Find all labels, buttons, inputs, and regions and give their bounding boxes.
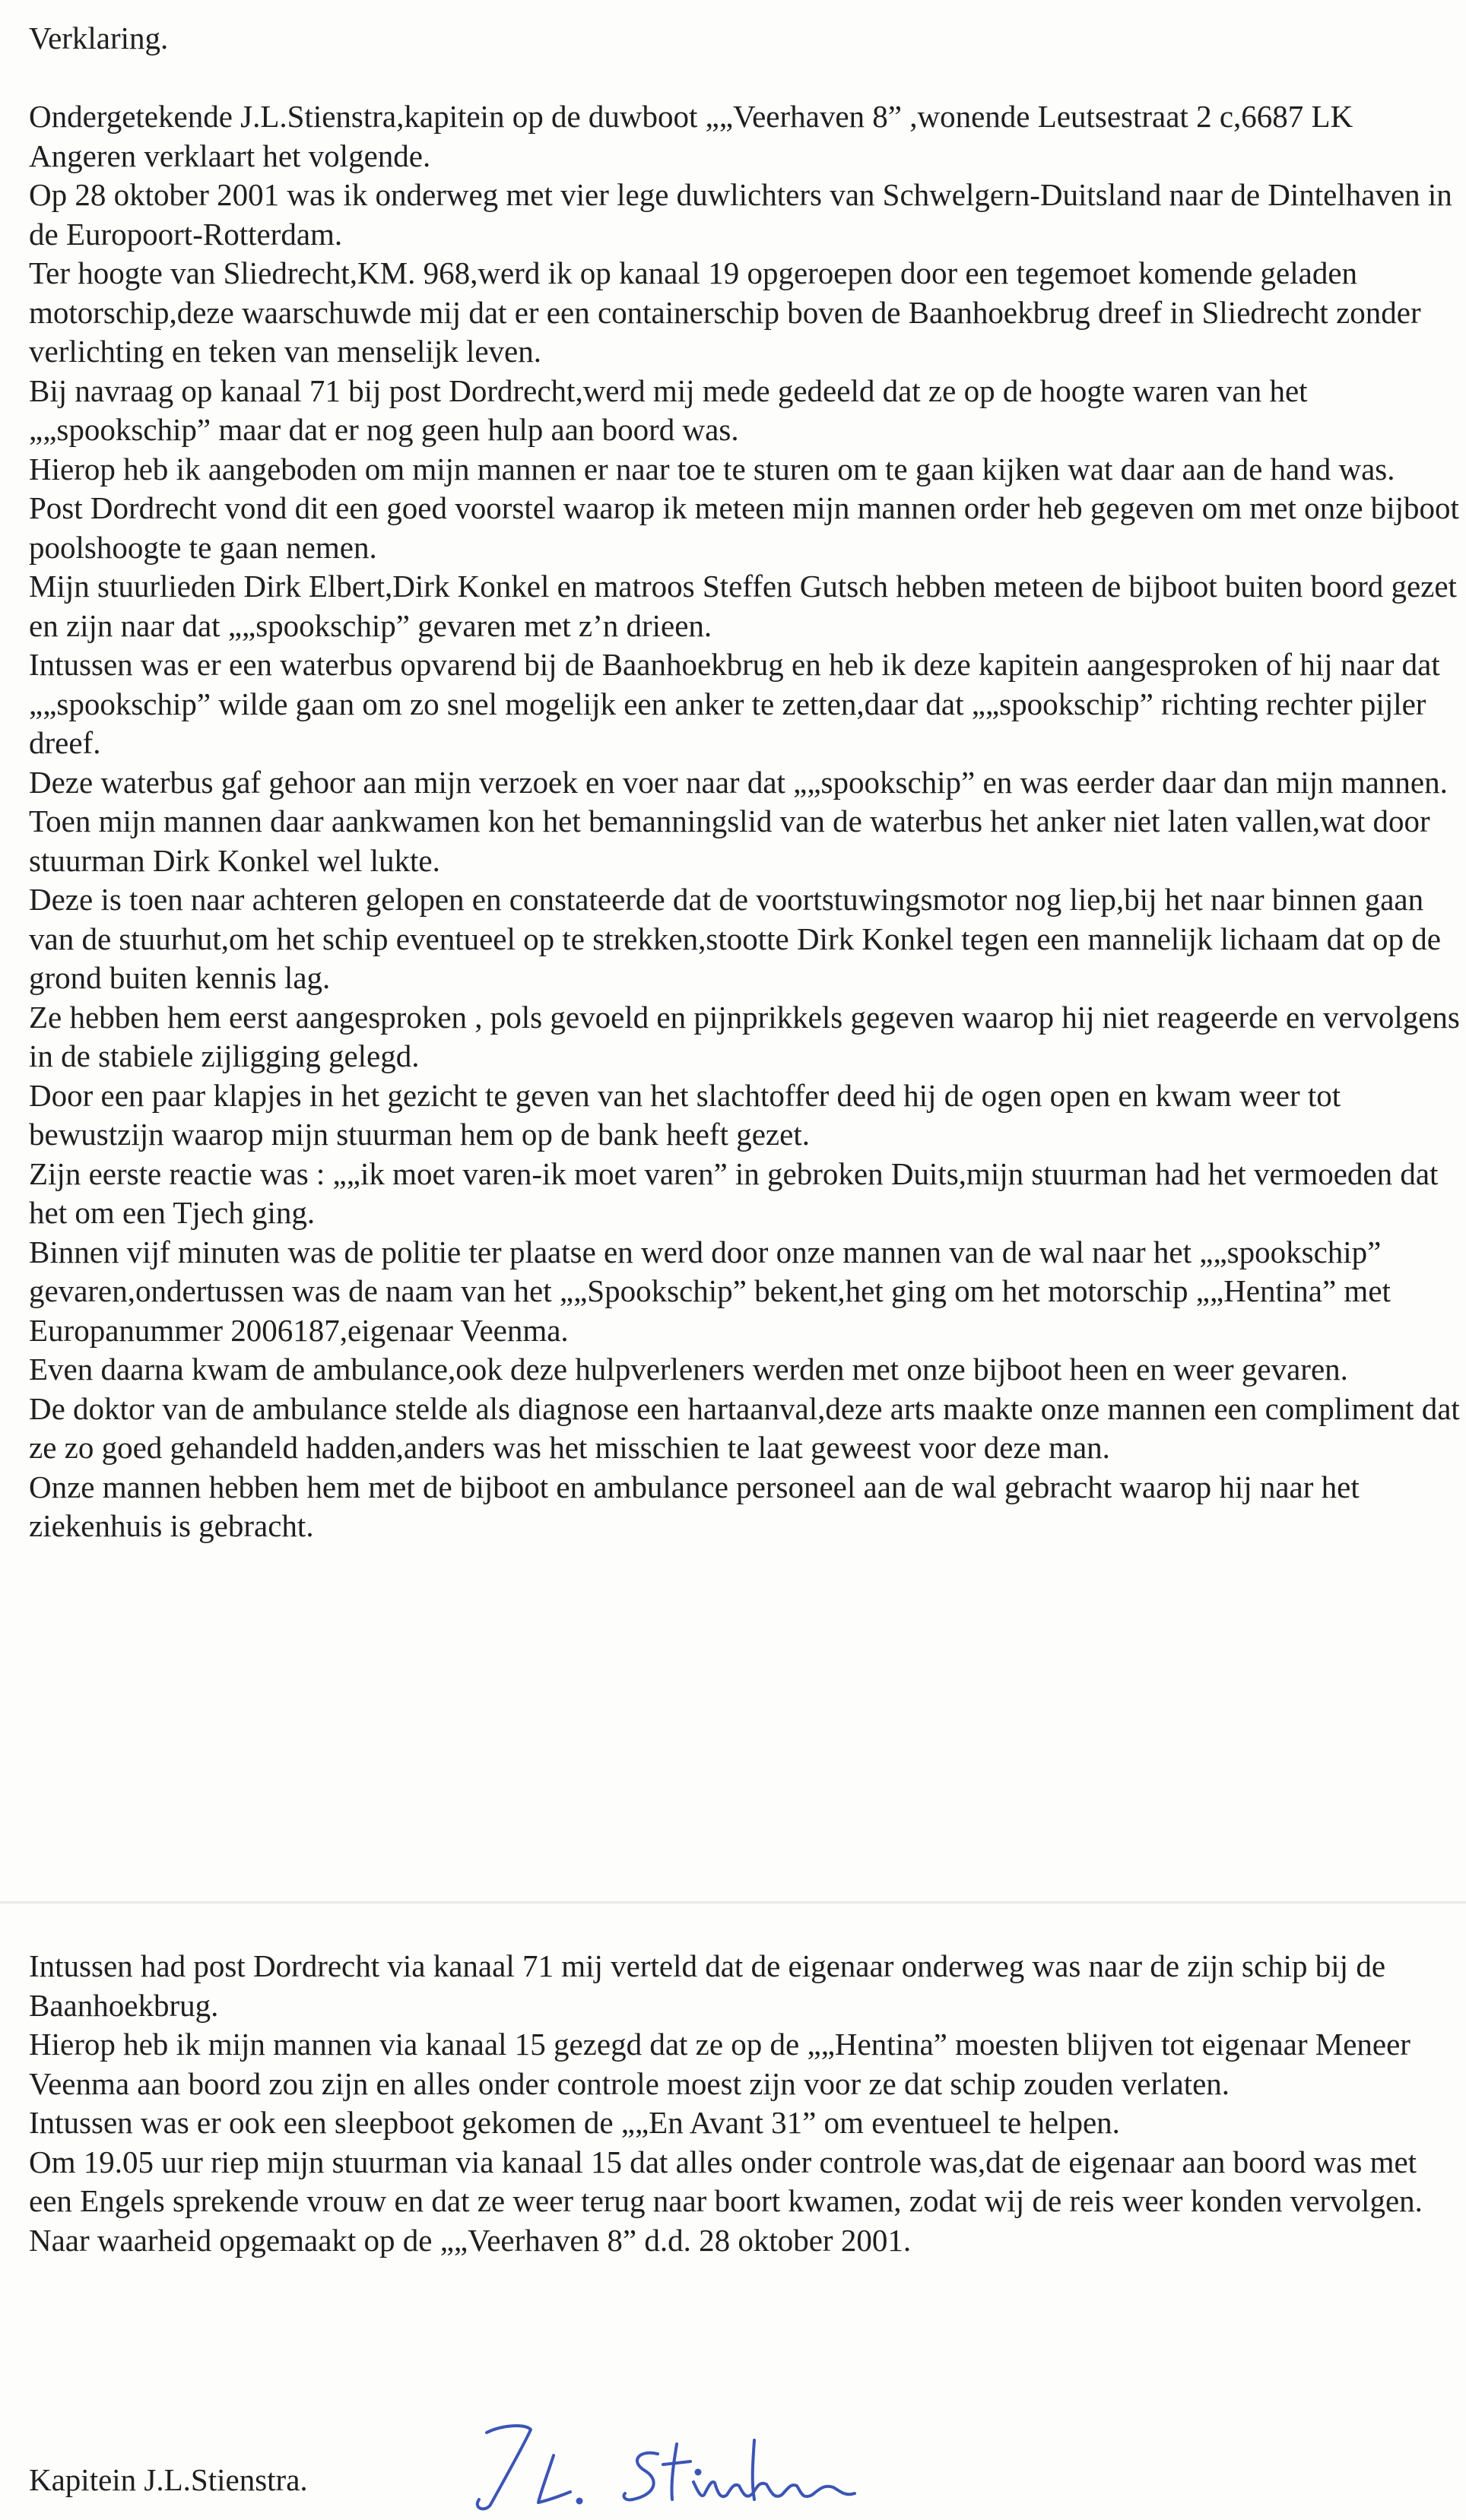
statement-section-followup (29, 1947, 1461, 2260)
statement-paragraph: Intussen was er ook een sleepboot gekomen de „„En Avant 31” om eventueel te helpen. (29, 2105, 1120, 2140)
statement-paragraph: Op 28 oktober 2001 was ik onderweg met vier lege duwlichters van Schwelgern-Duitsland naar de Dintelhaven in de Europoort-Rotterdam. (29, 177, 1452, 252)
statement-paragraph: Bij navraag op kanaal 71 bij post Dordrecht,werd mij mede gedeeld dat ze op de hoogte waren van het „„spookschip” maar dat er nog geen hulp aan boord was. (29, 372, 1308, 447)
statement-section-main (29, 97, 1461, 1546)
statement-paragraph: Mijn stuurlieden Dirk Elbert,Dirk Konkel en matroos Steffen Gutsch hebben meteen de bijboot buiten boord gezet en zijn naar dat „„spookschip” gevaren met z’n drieen. (29, 569, 1457, 643)
statement-paragraph: Ter hoogte van Sliedrecht,KM. 968,werd ik op kanaal 19 opgeroepen door een tegemoet komende geladen motorschip,deze waarschuwde mij dat er een containerschip boven de Baanhoekbrug dreef in Sliedrecht zonder verlichting en teken van menselijk leven. (29, 255, 1421, 369)
statement-paragraph: Binnen vijf minuten was de politie ter plaatse en werd door onze mannen van de wal naar het „„spookschip” gevaren,ondertussen was de naam van het „„Spookschip” bekent,het ging om het motorschip „„Hentina” met Europanummer 2006187,eigenaar Veenma. (29, 1234, 1391, 1348)
statement-paragraph: Om 19.05 uur riep mijn stuurman via kanaal 15 dat alles onder controle was,dat de eigenaar aan boord was met een Engels sprekende vrouw en dat ze weer terug naar boort kwamen, zodat wij de reis weer konden vervolgen. (29, 2144, 1423, 2218)
page-fold-divider (0, 1901, 1466, 1904)
statement-paragraph: Intussen had post Dordrecht via kanaal 71 mij verteld dat de eigenaar onderweg was naar de zijn schip bij de Baanhoekbrug. (29, 1948, 1386, 2023)
statement-paragraph: Door een paar klapjes in het gezicht te geven van het slachtoffer deed hij de ogen open en kwam weer tot bewustzijn waarop mijn stuurman hem op de bank heeft gezet. (29, 1077, 1341, 1152)
statement-paragraph: Hierop heb ik mijn mannen via kanaal 15 gezegd dat ze op de „„Hentina” moesten blijven tot eigenaar Meneer Veenma aan boord zou zijn en alles onder controle moest zijn voor ze dat schip zouden verlaten. (29, 2027, 1410, 2101)
statement-paragraph: Onze mannen hebben hem met de bijboot en ambulance personeel aan de wal gebracht waarop hij naar het ziekenhuis is gebracht. (29, 1469, 1360, 1543)
statement-paragraph: Ondergetekende J.L.Stienstra,kapitein op de duwboot „„Veerhaven 8” ,wonende Leutsestraat 2 c,6687 LK Angeren verklaart het volgende. (29, 99, 1353, 173)
statement-paragraph: Deze waterbus gaf gehoor aan mijn verzoek en voer naar dat „„spookschip” en was eerder daar dan mijn mannen. (29, 764, 1448, 800)
signatory-label: Kapitein J.L.Stienstra. (29, 2462, 308, 2497)
handwritten-signature (456, 2410, 882, 2520)
statement-paragraph: Hierop heb ik aangeboden om mijn mannen er naar toe te sturen om te gaan kijken wat daar aan de hand was. (29, 451, 1395, 487)
statement-paragraph: Intussen was er een waterbus opvarend bij de Baanhoekbrug en heb ik deze kapitein aangesproken of hij naar dat „„spookschip” wilde gaan om zo snel mogelijk een anker te zetten,daar dat „„spookschip” richting rechter pijler dreef. (29, 647, 1440, 760)
statement-paragraph: Ze hebben hem eerst aangesproken , pols gevoeld en pijnprikkels gegeven waarop hij niet reageerde en vervolgens in de stabiele zijligging gelegd. (29, 999, 1460, 1073)
statement-paragraph: Post Dordrecht vond dit een goed voorstel waarop ik meteen mijn mannen order heb gegeven om met onze bijboot poolshoogte te gaan nemen. (29, 490, 1459, 565)
statement-paragraph: De doktor van de ambulance stelde als diagnose een hartaanval,deze arts maakte onze mannen een compliment dat ze zo goed gehandeld hadden,anders was het misschien te laat geweest voor deze man. (29, 1390, 1460, 1465)
statement-paragraph: Zijn eerste reactie was : „„ik moet varen-ik moet varen” in gebroken Duits,mijn stuurman had het vermoeden dat het om een Tjech ging. (29, 1155, 1439, 1230)
statement-paragraph: Deze is toen naar achteren gelopen en constateerde dat de voortstuwingsmotor nog liep,bij het naar binnen gaan van de stuurhut,om het schip eventueel op te strekken,stootte Dirk Konkel tegen een mannelijk lichaam dat op de grond buiten kennis lag. (29, 882, 1441, 995)
document-title: Verklaring. (29, 21, 169, 55)
statement-paragraph: Toen mijn mannen daar aankwamen kon het bemanningslid van de waterbus het anker niet laten vallen,wat door stuurman Dirk Konkel wel lukte. (29, 804, 1430, 878)
statement-paragraph: Naar waarheid opgemaakt op de „„Veerhaven 8” d.d. 28 oktober 2001. (29, 2222, 912, 2258)
statement-paragraph: Even daarna kwam de ambulance,ook deze hulpverleners werden met onze bijboot heen en weer gevaren. (29, 1352, 1348, 1387)
